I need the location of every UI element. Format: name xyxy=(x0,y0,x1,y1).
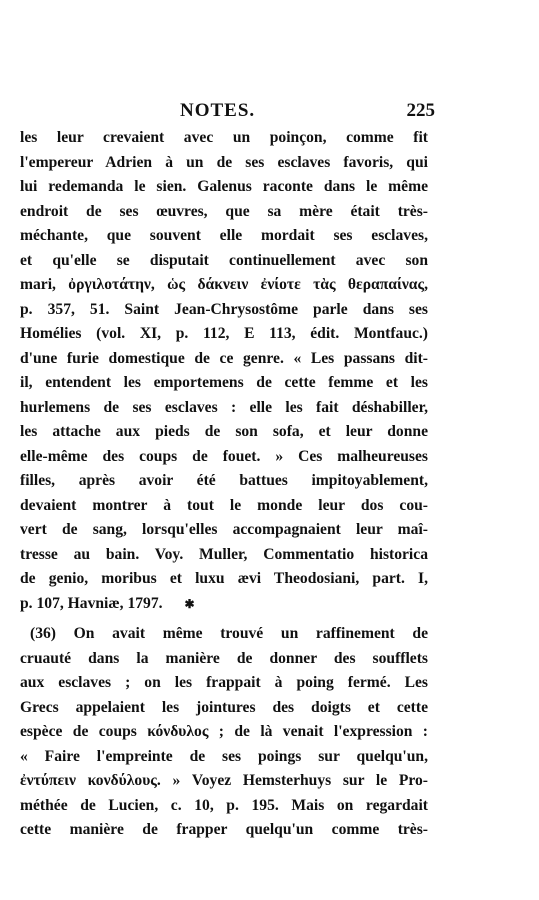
text-line: méchante, que souvent elle mordait ses esclaves, xyxy=(20,227,428,244)
text-line-content: p. 107, Havniæ, 1797. xyxy=(20,594,163,612)
text-line: cette manière de frapper quelqu'un comme très- xyxy=(20,821,428,838)
note-paragraph-continued xyxy=(20,126,428,616)
text-line: p. 357, 51. Saint Jean-Chrysostôme parle dans ses xyxy=(20,300,428,318)
text-line: ἐντύπειν κονδύλους. » Voyez Hemsterhuys sur le Pro- xyxy=(20,772,428,789)
text-line: Grecs appelaient les jointures des doigts et cette xyxy=(20,698,428,716)
text-line: elle-même des coups de fouet. » Ces malheureuses xyxy=(20,447,428,465)
text-line: mari, ὀργιλοτάτην, ὡς δάκνειν ἐνίοτε τὰς θεραπαίνας, xyxy=(20,276,428,293)
text-line: de genio, moribus et luxu ævi Theodosiani, part. I, xyxy=(20,570,428,587)
text-line-final xyxy=(20,592,428,617)
text-line: devaient montrer à tout le monde leur dos cou- xyxy=(20,496,428,514)
text-line: l'empereur Adrien à un de ses esclaves favoris, qui xyxy=(20,153,428,171)
ornament-mark: ✱ xyxy=(184,596,195,611)
text-line: méthée de Lucien, c. 10, p. 195. Mais on regardait xyxy=(20,796,428,814)
text-line: il, entendent les emportemens de cette femme et les xyxy=(20,374,428,391)
running-title: NOTES. xyxy=(180,100,256,121)
page-number: 225 xyxy=(406,100,435,121)
text-line: les attache aux pieds de son sofa, et leur donne xyxy=(20,423,428,440)
text-line: lui redemanda le sien. Galenus raconte dans le même xyxy=(20,178,428,195)
text-line: « Faire l'empreinte de ses poings sur quelqu'un, xyxy=(20,747,428,765)
text-line: Homélies (vol. XI, p. 112, E 113, édit. Montfauc.) xyxy=(20,325,428,342)
text-line: d'une furie domestique de ce genre. « Les passans dit- xyxy=(20,349,428,367)
note-paragraph-36 xyxy=(20,622,428,843)
text-line: espèce de coups κόνδυλος ; de là venait l'expression : xyxy=(20,723,428,740)
text-line: aux esclaves ; on les frappait à poing fermé. Les xyxy=(20,674,428,691)
text-line: endroit de ses œuvres, que sa mère était très- xyxy=(20,202,428,220)
text-line: filles, après avoir été battues impitoyablement, xyxy=(20,472,428,489)
text-line: hurlemens de ses esclaves : elle les fait déshabiller, xyxy=(20,398,428,416)
text-line: cruauté dans la manière de donner des soufflets xyxy=(20,649,428,667)
text-line: vert de sang, lorsqu'elles accompagnaient leur maî- xyxy=(20,521,428,538)
text-line: tresse au bain. Voy. Muller, Commentatio historica xyxy=(20,545,428,563)
text-line: et qu'elle se disputait continuellement avec son xyxy=(20,251,428,269)
page-header xyxy=(95,100,435,126)
text-line: (36) On avait même trouvé un raffinement de xyxy=(30,625,428,642)
text-line: les leur crevaient avec un poinçon, comme fit xyxy=(20,129,428,146)
